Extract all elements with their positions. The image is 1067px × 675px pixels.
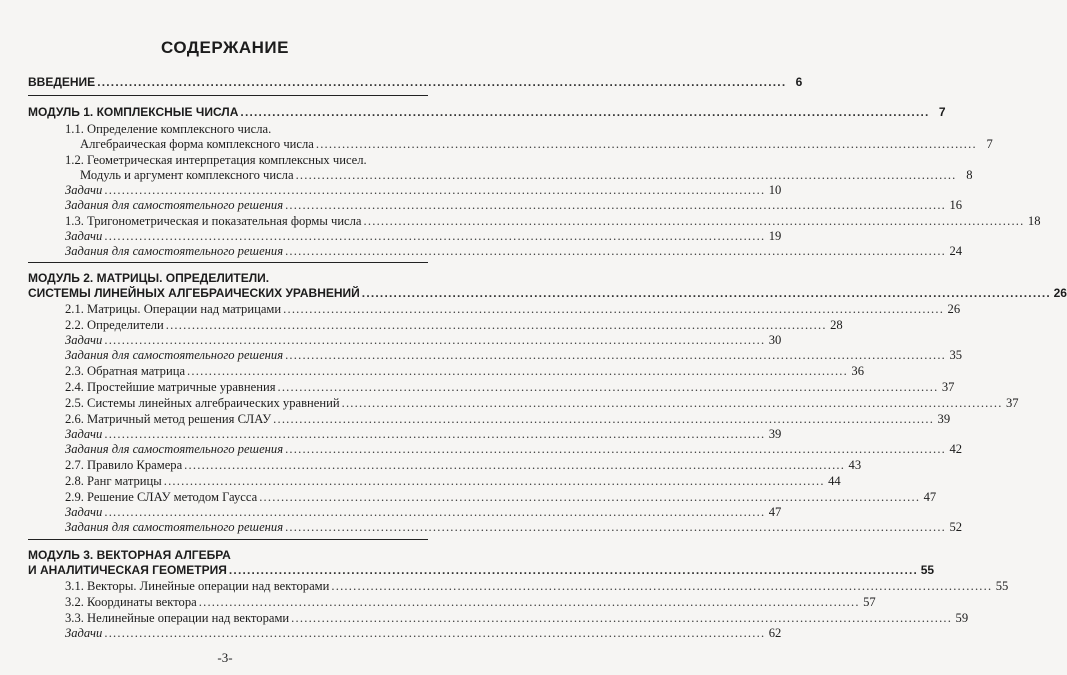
- toc-tasks[interactable]: [65, 333, 782, 348]
- toc-section-2-7[interactable]: [65, 458, 862, 473]
- leader-dots: ........................................................................................................................................................: [163, 474, 825, 488]
- toc-module-1[interactable]: [28, 105, 946, 120]
- toc-label: 2.6. Матричный метод решения СЛАУ: [65, 412, 272, 426]
- toc-page: 36: [851, 364, 865, 378]
- toc-label: 2.7. Правило Крамера: [65, 458, 183, 472]
- leader-dots: ........................................................................................................................................................: [104, 229, 766, 243]
- toc-section-1-2[interactable]: 1.2. Геометрическая интерпретация комплексных чисел.: [65, 153, 367, 167]
- toc-page: 44: [828, 474, 841, 488]
- toc-label: ВВЕДЕНИЕ: [28, 75, 96, 89]
- divider: [28, 539, 428, 540]
- toc-page: 62: [768, 626, 782, 640]
- toc-page: 39: [768, 427, 782, 441]
- toc-section-1-3[interactable]: [65, 214, 1041, 229]
- leader-dots: ........................................................................................................................................................: [104, 505, 766, 519]
- toc-label: Задания для самостоятельного решения: [65, 244, 284, 258]
- toc-label: Задачи: [65, 505, 103, 519]
- leader-dots: ........................................................................................................................................................: [285, 442, 947, 456]
- toc-page: 18: [1027, 214, 1041, 228]
- toc-label: 2.4. Простейшие матричные уравнения: [65, 380, 276, 394]
- leader-dots: ........................................................................................................................................................: [363, 214, 1025, 228]
- toc-section-2-5[interactable]: [65, 396, 1019, 411]
- toc-tasks[interactable]: [65, 626, 782, 641]
- toc-page: 35: [949, 348, 963, 362]
- toc-label: Задания для самостоятельного решения: [65, 442, 284, 456]
- toc-module-2-cont[interactable]: [28, 286, 1067, 301]
- leader-dots: ........................................................................................................................................................: [104, 626, 766, 640]
- toc-label: 2.3. Обратная матрица: [65, 364, 186, 378]
- leader-dots: ........................................................................................................................................................: [315, 137, 977, 151]
- toc-page: 19: [768, 229, 782, 243]
- toc-module-2[interactable]: МОДУЛЬ 2. МАТРИЦЫ. ОПРЕДЕЛИТЕЛИ.: [28, 271, 270, 285]
- leader-dots: ........................................................................................................................................................: [104, 183, 766, 197]
- leader-dots: ........................................................................................................................................................: [184, 458, 846, 472]
- leader-dots: ........................................................................................................................................................: [273, 412, 935, 426]
- toc-label: Задания для самостоятельного решения: [65, 520, 284, 534]
- toc-tasks[interactable]: [65, 505, 782, 520]
- toc-label: МОДУЛЬ 1. КОМПЛЕКСНЫЕ ЧИСЛА: [28, 105, 239, 119]
- toc-label: Задания для самостоятельного решения: [65, 348, 284, 362]
- toc-section-3-3[interactable]: [65, 611, 969, 626]
- divider: [28, 262, 428, 263]
- toc-page: 57: [863, 595, 876, 609]
- divider: [28, 95, 428, 96]
- toc-label: 3.2. Координаты вектора: [65, 595, 197, 609]
- toc-label: 2.2. Определители: [65, 318, 164, 332]
- toc-page: 39: [937, 412, 951, 426]
- toc-page: 6: [795, 75, 803, 89]
- toc-exercises[interactable]: [65, 442, 963, 457]
- toc-page: 7: [986, 137, 993, 151]
- toc-page: 26: [1053, 286, 1067, 300]
- leader-dots: ........................................................................................................................................................: [187, 364, 849, 378]
- toc-label: 3.3. Нелинейные операции над векторами: [65, 611, 290, 625]
- toc-page: 52: [949, 520, 963, 534]
- toc-module-3-cont[interactable]: [28, 563, 935, 578]
- toc-label: Задания для самостоятельного решения: [65, 198, 284, 212]
- toc-section-3-1[interactable]: [65, 579, 1009, 594]
- toc-label: 2.1. Матрицы. Операции над матрицами: [65, 302, 282, 316]
- toc-module-3[interactable]: МОДУЛЬ 3. ВЕКТОРНАЯ АЛГЕБРА: [28, 548, 231, 562]
- leader-dots: ........................................................................................................................................................: [97, 75, 787, 89]
- page-title: СОДЕРЖАНИЕ: [161, 38, 289, 57]
- toc-page: 55: [920, 563, 935, 577]
- toc-label: 3.1. Векторы. Линейные операции над векторами: [65, 579, 330, 593]
- toc-label: СИСТЕМЫ ЛИНЕЙНЫХ АЛГЕБРАИЧЕСКИХ УРАВНЕНИЙ: [28, 286, 360, 300]
- toc-section-2-1[interactable]: [65, 302, 961, 317]
- toc-exercises[interactable]: [65, 348, 963, 363]
- leader-dots: ........................................................................................................................................................: [361, 286, 1051, 300]
- toc-page: 8: [966, 168, 973, 182]
- leader-dots: ........................................................................................................................................................: [285, 198, 947, 212]
- toc-page: 43: [848, 458, 862, 472]
- toc-section-3-2[interactable]: [65, 595, 876, 610]
- toc-page: 42: [949, 442, 963, 456]
- toc-page: 16: [949, 198, 963, 212]
- toc-label: Задачи: [65, 333, 103, 347]
- toc-label: Задачи: [65, 626, 103, 640]
- leader-dots: ........................................................................................................................................................: [285, 244, 947, 258]
- toc-page: 55: [995, 579, 1009, 593]
- toc-page: 47: [768, 505, 782, 519]
- toc-section-1-1-cont[interactable]: [80, 137, 993, 152]
- toc-label: И АНАЛИТИЧЕСКАЯ ГЕОМЕТРИЯ: [28, 563, 227, 577]
- toc-section-2-4[interactable]: [65, 380, 955, 395]
- toc-label: 2.8. Ранг матрицы: [65, 474, 162, 488]
- toc-tasks[interactable]: [65, 427, 782, 442]
- toc-label: 2.9. Решение СЛАУ методом Гаусса: [65, 490, 258, 504]
- leader-dots: ........................................................................................................................................................: [240, 105, 930, 119]
- toc-exercises[interactable]: [65, 198, 963, 213]
- toc-section-2-8[interactable]: [65, 474, 841, 489]
- toc-label: Задачи: [65, 183, 103, 197]
- leader-dots: ........................................................................................................................................................: [198, 595, 860, 609]
- toc-page: 26: [947, 302, 961, 316]
- toc-intro[interactable]: [28, 75, 803, 90]
- toc-page: 24: [949, 244, 963, 258]
- toc-section-2-2[interactable]: [65, 318, 843, 333]
- toc-label: Алгебраическая форма комплексного числа: [80, 137, 314, 151]
- toc-label: 2.5. Системы линейных алгебраических уравнений: [65, 396, 340, 410]
- toc-tasks[interactable]: [65, 229, 782, 244]
- leader-dots: ........................................................................................................................................................: [295, 168, 957, 182]
- toc-page: 28: [830, 318, 843, 332]
- toc-section-1-1[interactable]: 1.1. Определение комплексного числа.: [65, 122, 272, 136]
- toc-exercises[interactable]: [65, 520, 963, 535]
- toc-exercises[interactable]: [65, 244, 963, 259]
- toc-label: Задачи: [65, 229, 103, 243]
- toc-label: Задачи: [65, 427, 103, 441]
- leader-dots: ........................................................................................................................................................: [259, 490, 921, 504]
- toc-page: 47: [923, 490, 937, 504]
- leader-dots: ........................................................................................................................................................: [165, 318, 827, 332]
- toc-page: 30: [768, 333, 782, 347]
- toc-page: 37: [941, 380, 955, 394]
- toc-page: 10: [768, 183, 782, 197]
- leader-dots: ........................................................................................................................................................: [285, 348, 947, 362]
- toc-tasks[interactable]: [65, 183, 782, 198]
- toc-section-1-2-cont[interactable]: [80, 168, 973, 183]
- toc-section-2-9[interactable]: [65, 490, 937, 505]
- leader-dots: ........................................................................................................................................................: [291, 611, 953, 625]
- toc-page: 7: [938, 105, 946, 119]
- toc-page: 37: [1005, 396, 1019, 410]
- leader-dots: ........................................................................................................................................................: [331, 579, 993, 593]
- leader-dots: ........................................................................................................................................................: [285, 520, 947, 534]
- leader-dots: ........................................................................................................................................................: [104, 427, 766, 441]
- toc-page: 59: [955, 611, 969, 625]
- leader-dots: ........................................................................................................................................................: [277, 380, 939, 394]
- leader-dots: ........................................................................................................................................................: [283, 302, 945, 316]
- toc-section-2-3[interactable]: [65, 364, 865, 379]
- toc-label: Модуль и аргумент комплексного числа: [80, 168, 294, 182]
- toc-label: 1.3. Тригонометрическая и показательная формы числа: [65, 214, 362, 228]
- leader-dots: ........................................................................................................................................................: [104, 333, 766, 347]
- leader-dots: ........................................................................................................................................................: [341, 396, 1003, 410]
- page-number: -3-: [217, 650, 233, 665]
- leader-dots: ........................................................................................................................................................: [228, 563, 919, 577]
- toc-section-2-6[interactable]: [65, 412, 951, 427]
